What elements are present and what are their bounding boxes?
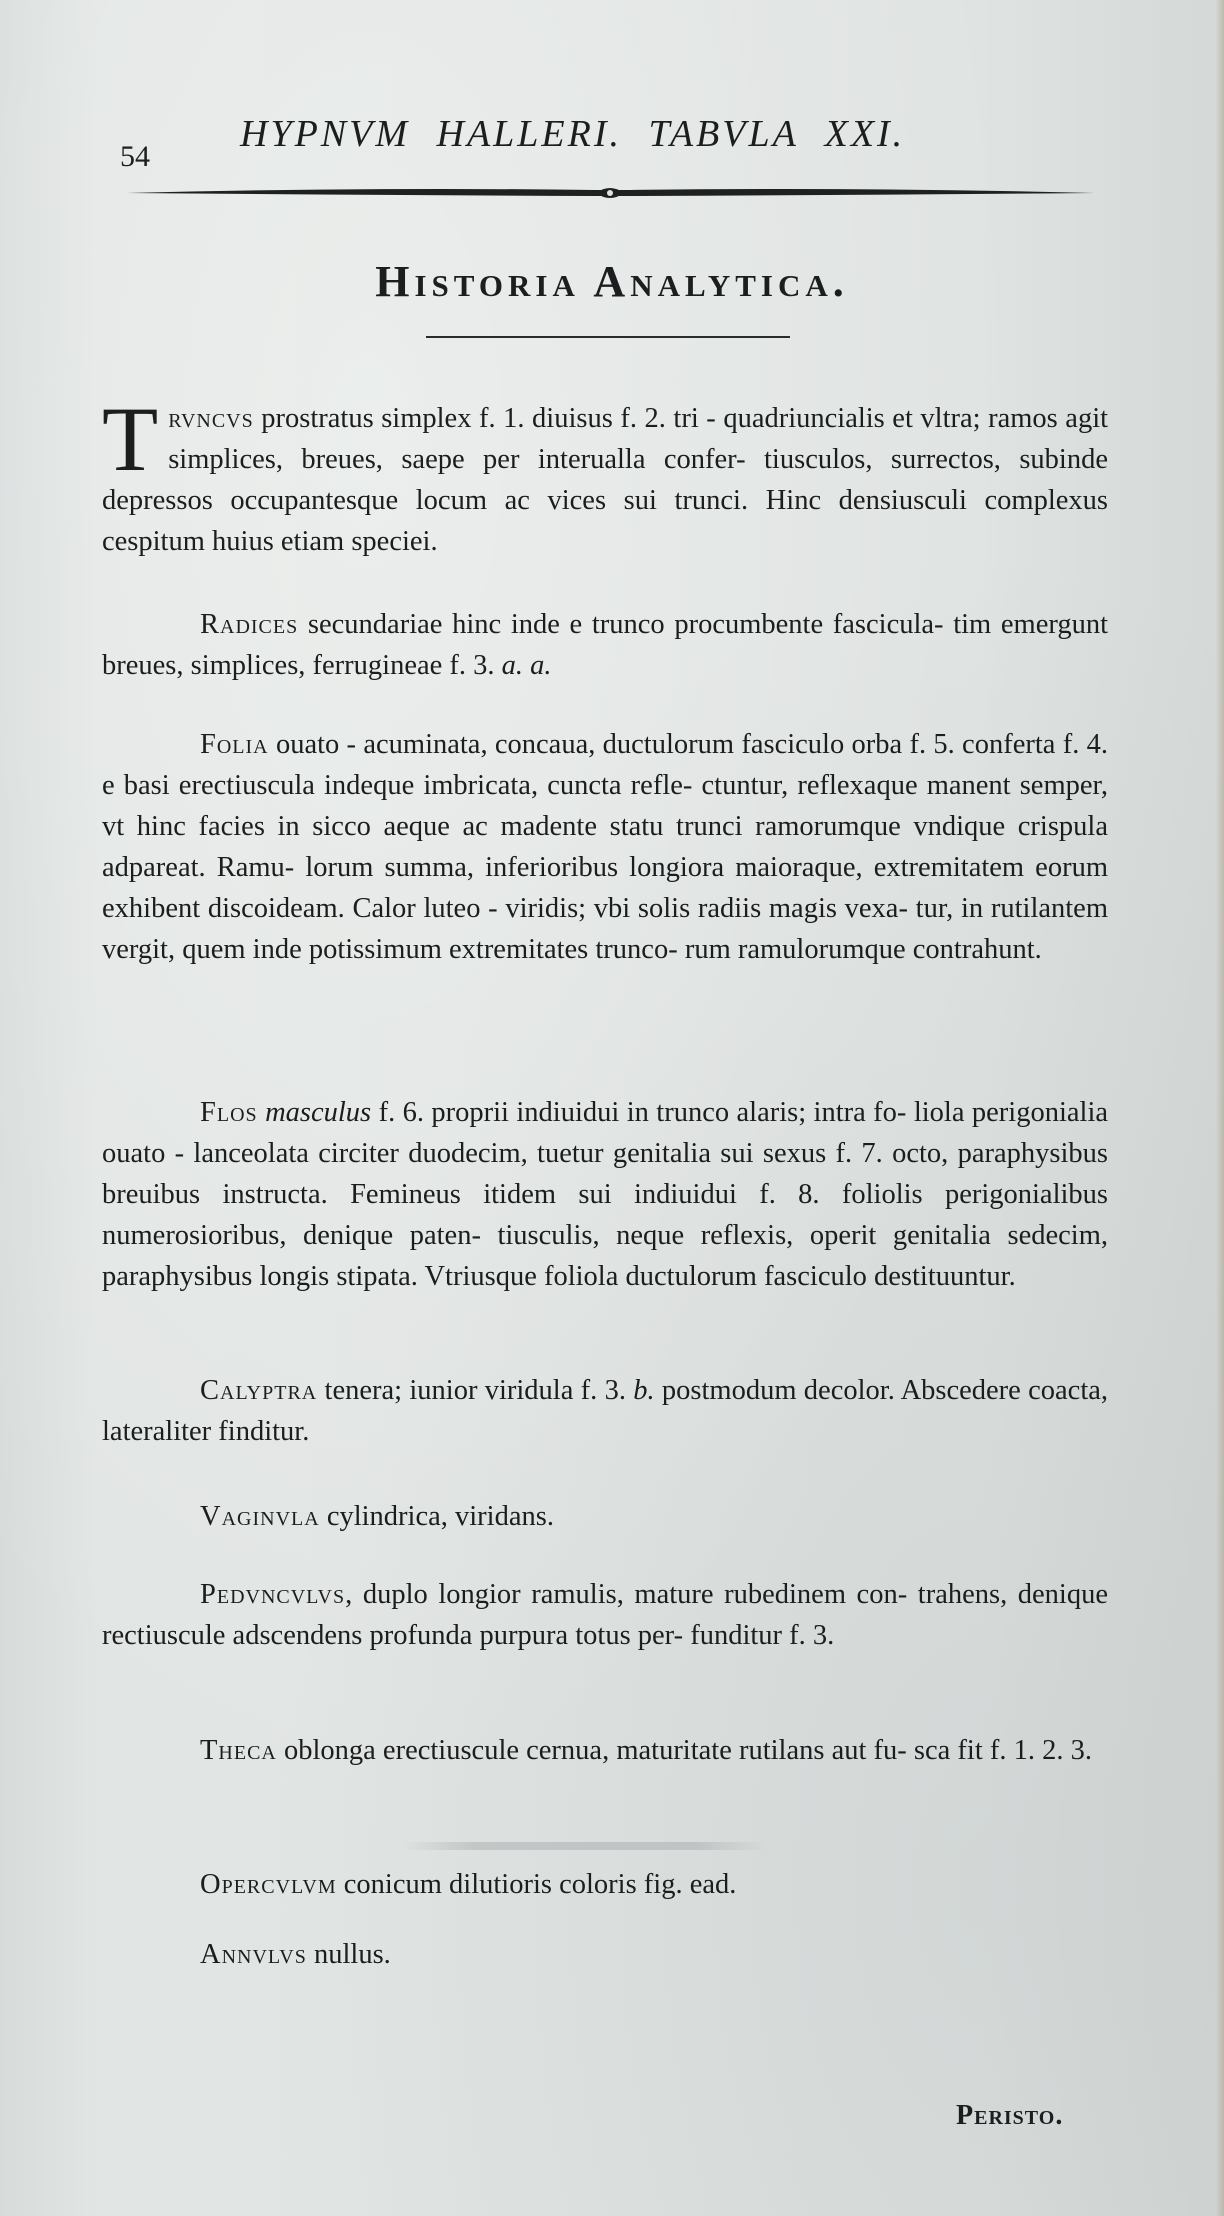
paragraph-radices [102,604,1108,686]
printing-mark [402,1842,768,1850]
text-line: sui sexus f. 7. octo, paraphysibus breuibus instructa. Femineus itidem [102,1138,1108,1210]
paragraph-calyptra [102,1370,1108,1452]
text-line: tiusculis, neque reflexis, operit genitalia sedecim, paraphysibus longis [102,1220,1108,1292]
paragraph-annulus [102,1934,1108,1975]
text-line: rum ramulorumque contrahunt. [684,934,1042,965]
running-title: HYPNVM HALLERI. TABVLA XXI. [240,113,906,155]
catchword: Peristo. [956,2100,1064,2131]
text-line: Abscedere coacta, lateraliter finditur. [102,1375,1109,1447]
paragraph-vaginula [102,1496,1108,1537]
section-title: Historia Analytica. [375,257,849,306]
text-line: f. 5. conferta f. 4. e basi erectiuscula indeque imbricata, cuncta refle- [102,729,1109,801]
text-line: cylindrica, viridans. [326,1501,554,1532]
text-line: ctuntur, reflexaque manent semper, vt hinc facies in sicco aeque ac [102,770,1109,842]
lemma-truncus: rvncvs [168,403,254,434]
text-line: tim emergunt breues, simplices, ferrugineae f. 3. [102,609,1108,681]
text-line: conicum dilutioris coloris fig. ead. [343,1869,737,1900]
paragraph-operculum [102,1864,1108,1905]
lemma-operculum: Opercvlvm [200,1869,337,1900]
lemma-annulus: Annvlvs [200,1939,307,1970]
paragraph-theca [102,1730,1108,1771]
text-line: tiusculos, surrectos, subinde depressos occupantesque locum ac vices [102,444,1108,516]
text-line: stipata. Vtriusque foliola ductulorum fasciculo destituuntur. [336,1261,1016,1292]
text-line: postmodum decolor. [661,1375,895,1406]
text-line: sui trunci. Hinc densiusculi complexus cespitum huius etiam speciei. [102,485,1108,557]
text-line: , duplo longior ramulis, mature rubedinem con- [345,1579,908,1610]
paragraph-folia [102,724,1108,970]
lemma-qualifier: masculus [265,1097,372,1128]
figure-ref: b. [633,1375,655,1406]
lemma-folia: Folia [200,729,269,760]
drop-capital: T [102,388,159,490]
text-line: liola perigonialia ouato - lanceolata circiter duodecim, tuetur genitalia [102,1097,1109,1169]
text-line: f. 6. proprii indiuidui in trunco alaris; intra fo- [378,1097,907,1128]
text-line: oblonga erectiuscule cernua, maturitate rutilans aut fu- [283,1735,907,1766]
text-line: vltra; ramos agit simplices, breues, saepe per interualla confer- [168,403,1109,475]
text-line: madente statu trunci ramorumque vndique crispula adpareat. Ramu- [102,811,1108,883]
text-line: ouato - acuminata, concaua, ductulorum fasciculo orba [275,729,903,760]
bleed-through-text [680,352,690,399]
text-line: lorum summa, inferioribus longiora maioraque, extremitatem eorum [305,852,1108,883]
text-line: secundariae hinc inde e trunco procumbente fascicula- [307,609,944,640]
lemma-flos: Flos [200,1097,258,1128]
text-line: nullus. [313,1939,391,1970]
text-line: prostratus simplex f. 1. diuisus f. 2. tri - quadriuncialis et [261,403,913,434]
text-line: funditur f. 3. [690,1620,835,1651]
lemma-calyptra: Calyptra [200,1375,318,1406]
page-number: 54 [120,140,150,173]
text-line: tur, in rutilantem vergit, quem inde potissimum extremitates trunco- [102,893,1108,965]
text-line: tenera; iunior viridula f. 3. [324,1375,626,1406]
text-line: trahens, denique rectiuscule adscendens profunda purpura totus per- [102,1579,1108,1651]
paragraph-pedunculus [102,1574,1108,1656]
running-head [110,102,1010,173]
lemma-radices: Radices [200,609,299,640]
text-line: sca fit f. 1. 2. 3. [913,1735,1092,1766]
title-divider [426,336,790,338]
page-edge [1216,0,1224,2216]
figure-ref: a. a. [501,650,552,681]
paragraph-truncus [102,388,1109,562]
lemma-vaginula: Vaginvla [200,1501,320,1532]
text-line: sui indiuidui f. 8. foliolis perigonialibus numerosioribus, denique paten- [102,1179,1108,1251]
text-line: exhibent discoideam. Calor luteo - viridis; vbi solis radiis magis vexa- [102,893,908,924]
lemma-pedunculus: Pedvncvlvs [200,1579,346,1610]
ornamental-rule [126,182,1094,204]
lemma-theca: Theca [200,1735,277,1766]
paragraph-flos [102,1092,1108,1297]
